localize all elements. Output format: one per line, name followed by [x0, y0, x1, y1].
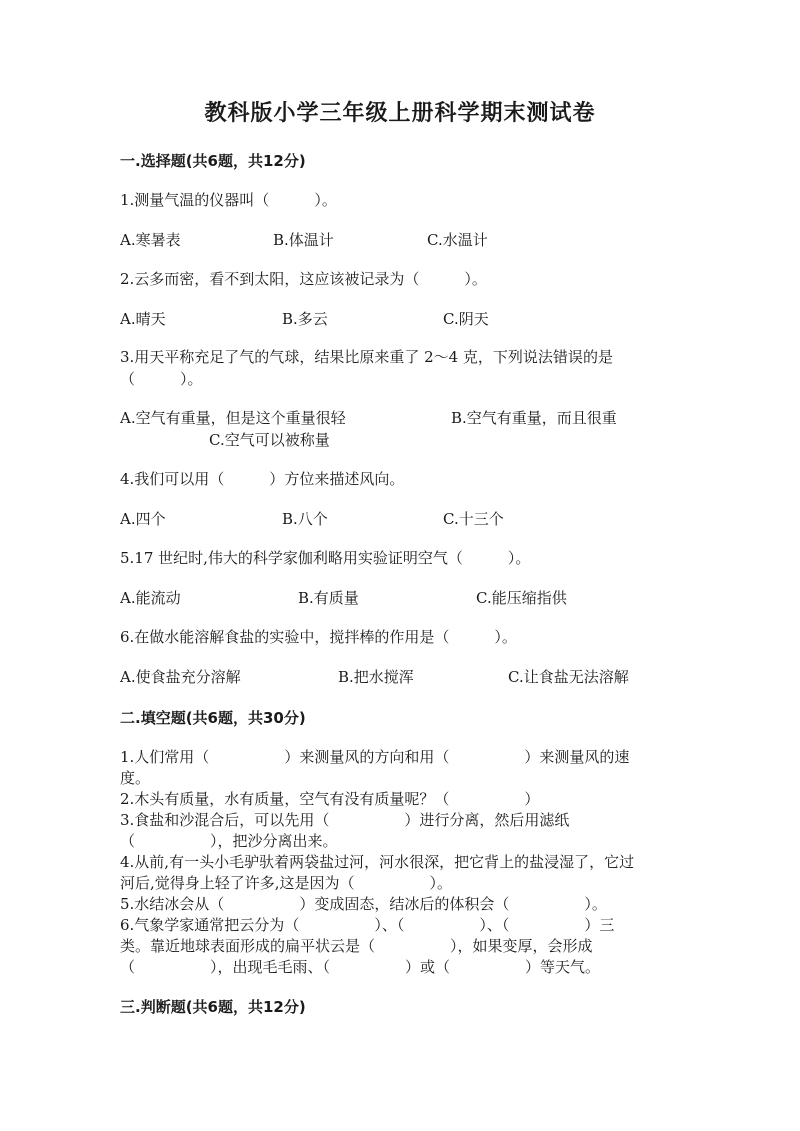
option-c: C.空气可以被称量 — [209, 431, 330, 449]
fill-blank-line: 6.气象学家通常把云分为（ ）、（ ）、（ ）三 — [120, 916, 615, 934]
option-c: C.让食盐无法溶解 — [508, 668, 629, 686]
question-stem-continued: （ ）。 — [120, 370, 203, 388]
fill-blank-line: 1.人们常用（ ）来测量风的方向和用（ ）来测量风的速 — [120, 748, 630, 766]
fill-blank-line: 河后,觉得身上轻了许多,这是因为（ ）。 — [120, 874, 453, 892]
page-title: 教科版小学三年级上册科学期末测试卷 — [204, 101, 596, 126]
section-heading-choice: 一.选择题(共6题，共12分) — [120, 152, 306, 170]
question-stem: 5.17 世纪时,伟大的科学家伽利略用实验证明空气（ ）。 — [120, 549, 531, 567]
fill-blank-line: 3.食盐和沙混合后，可以先用（ ）进行分离，然后用滤纸 — [120, 811, 570, 829]
fill-blank-line: （ ），出现毛毛雨、（ ）或（ ）等天气。 — [120, 958, 601, 976]
option-c: C.水温计 — [427, 231, 488, 249]
option-b: B.八个 — [282, 510, 328, 528]
option-a: A.能流动 — [120, 589, 181, 607]
option-a: A.晴天 — [120, 310, 166, 328]
question-stem: 1.测量气温的仪器叫（ ）。 — [120, 191, 337, 209]
option-c: C.能压缩指供 — [476, 589, 567, 607]
question-stem: 6.在做水能溶解食盐的实验中，搅拌棒的作用是（ ）。 — [120, 628, 517, 646]
fill-blank-line: 5.水结冰会从（ ）变成固态，结冰后的体积会（ ）。 — [120, 895, 607, 913]
question-stem: 2.云多而密，看不到太阳，这应该被记录为（ ）。 — [120, 270, 487, 288]
option-a: A.四个 — [120, 510, 166, 528]
section-heading-true-false: 三.判断题(共6题，共12分) — [120, 998, 306, 1016]
fill-blank-line: （ ），把沙分离出来。 — [120, 832, 338, 850]
option-a: A.寒暑表 — [120, 231, 181, 249]
option-c: C.阴天 — [443, 310, 489, 328]
option-c: C.十三个 — [443, 510, 504, 528]
option-a: A.使食盐充分溶解 — [120, 668, 241, 686]
fill-blank-line: 度。 — [120, 769, 151, 787]
fill-blank-line: 4.从前,有一头小毛驴驮着两袋盐过河，河水很深，把它背上的盐浸湿了，它过 — [120, 853, 635, 871]
option-b: B.多云 — [282, 310, 328, 328]
question-stem: 4.我们可以用（ ）方位来描述风向。 — [120, 470, 405, 488]
option-b: B.有质量 — [298, 589, 359, 607]
fill-blank-line: 2.木头有质量，水有质量，空气有没有质量呢？（ ） — [120, 790, 540, 808]
option-b: B.空气有重量，而且很重 — [451, 409, 617, 427]
option-b: B.把水搅浑 — [338, 668, 414, 686]
option-a: A.空气有重量，但是这个重量很轻 — [120, 409, 346, 427]
option-b: B.体温计 — [273, 231, 334, 249]
section-heading-fill-blank: 二.填空题(共6题，共30分) — [120, 709, 306, 727]
question-stem: 3.用天平称充足了气的气球，结果比原来重了 2～4 克，下列说法错误的是 — [120, 348, 613, 366]
fill-blank-line: 类。靠近地球表面形成的扁平状云是（ ），如果变厚，会形成 — [120, 937, 593, 955]
